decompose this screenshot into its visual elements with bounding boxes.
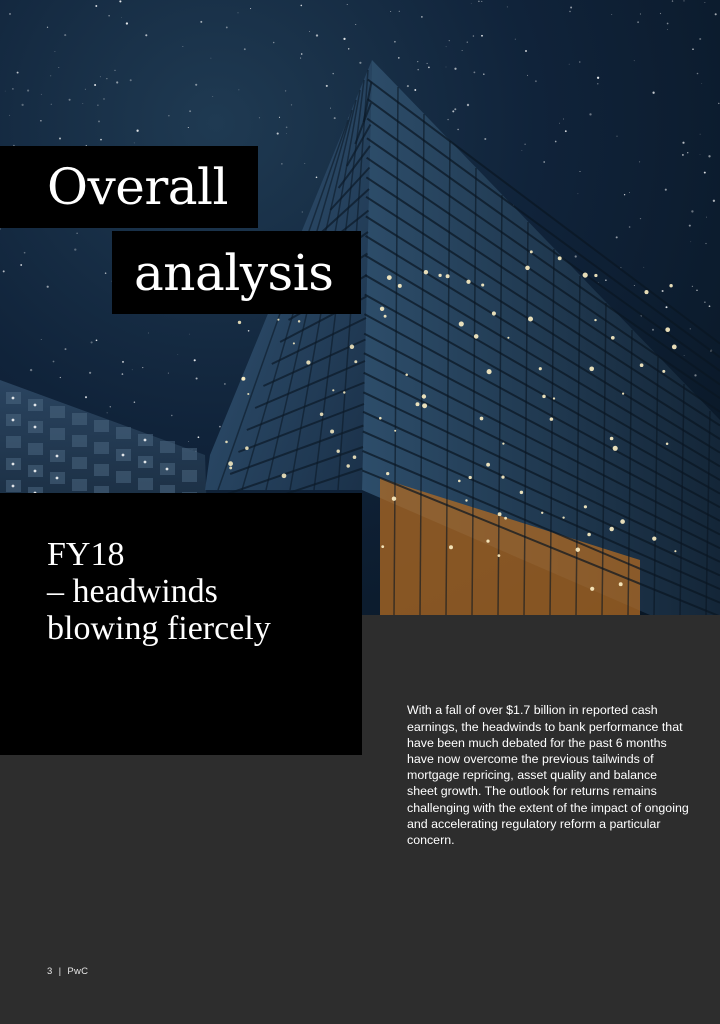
footer-separator: | bbox=[58, 966, 62, 977]
page-footer bbox=[47, 966, 88, 977]
page-number: 3 bbox=[47, 966, 53, 977]
title-line-1: Overall bbox=[0, 146, 258, 228]
body-paragraph: With a fall of over $1.7 billion in reported cash earnings, the headwinds to bank performance that have been much debated for the past 6 months have now overcome the previous tailwinds of mortgage repricing, asset quality and balance sheet growth. The outlook for returns remains challenging with the extent of the impact of ongoing and accelerating regulatory reform a particular concern. bbox=[407, 703, 689, 848]
subtitle-line-1: FY18 bbox=[47, 536, 125, 573]
subtitle-block bbox=[0, 493, 362, 755]
title-line-2: analysis bbox=[112, 231, 361, 314]
subtitle-line-3: blowing fiercely bbox=[47, 610, 271, 647]
brand-name: PwC bbox=[67, 966, 89, 977]
subtitle-line-2: – headwinds bbox=[47, 573, 218, 610]
